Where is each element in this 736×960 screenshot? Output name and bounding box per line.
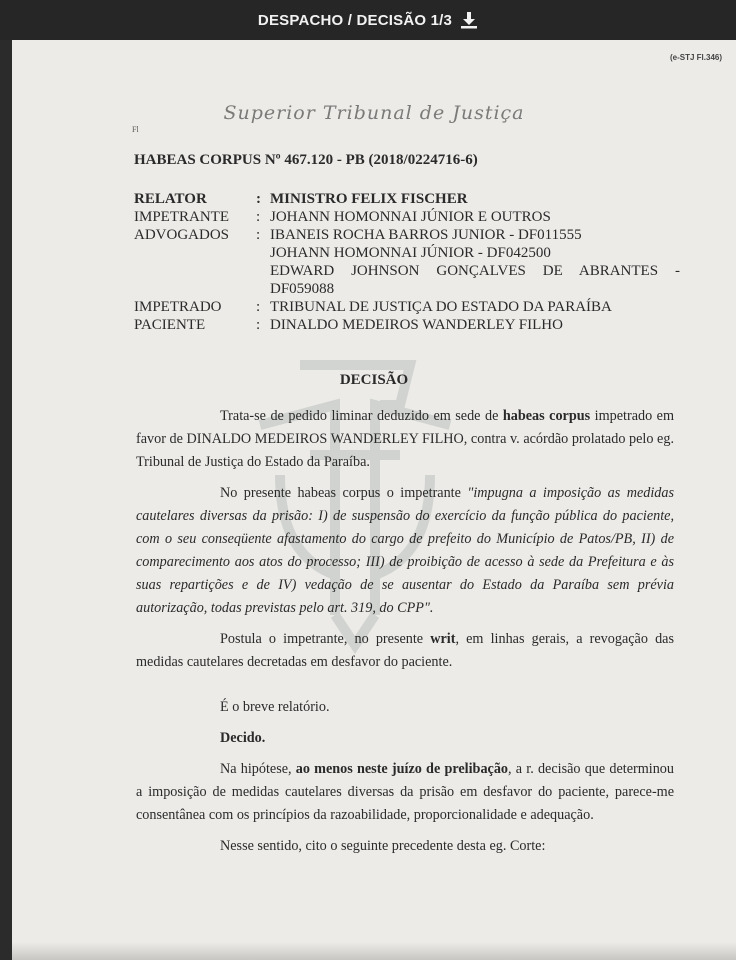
case-title: HABEAS CORPUS Nº 467.120 - PB (2018/0224716-6) (134, 152, 478, 168)
text-span: , a r. decisão que determinou a imposição de medidas cautelares diversas da prisão em desfavor do paciente, parece-me consentânea com os princípios da razoabilidade, proporcionalidade e adequação. (136, 761, 674, 823)
viewer-title: DESPACHO / DECISÃO 1/3 (257, 11, 453, 29)
text-span: writ (430, 631, 456, 647)
party-value (270, 208, 690, 226)
party-label: RELATOR (134, 191, 207, 207)
party-row-advogados (134, 226, 690, 298)
paragraph-3 (136, 628, 674, 674)
party-sep: : (256, 227, 261, 243)
party-line: IBANEIS ROCHA BARROS JUNIOR - DF011555 (270, 227, 582, 243)
document-page (12, 40, 736, 960)
party-label: IMPETRANTE (134, 209, 229, 225)
decision-heading: DECISÃO (339, 372, 409, 388)
decision-body (136, 405, 674, 866)
download-icon[interactable] (460, 11, 478, 29)
paragraph-1 (136, 405, 674, 474)
party-row-paciente (134, 316, 690, 334)
party-value (270, 226, 690, 298)
text-span: No presente habeas corpus o impetrante (220, 485, 468, 501)
text-span: Na hipótese, (220, 761, 296, 777)
party-label: PACIENTE (134, 317, 206, 333)
text-span: Trata-se de pedido liminar deduzido em sede de (220, 408, 503, 424)
party-line: JOHANN HOMONNAI JÚNIOR E OUTROS (270, 209, 551, 225)
party-row-impetrante (134, 208, 690, 226)
viewer-toolbar (0, 0, 736, 40)
party-line: DINALDO MEDEIROS WANDERLEY FILHO (270, 317, 563, 333)
party-line: MINISTRO FELIX FISCHER (270, 191, 468, 207)
fl-mark: Fl (132, 125, 139, 134)
party-row-relator (134, 190, 690, 208)
party-value (270, 190, 690, 208)
party-row-impetrado (134, 298, 690, 316)
party-line: TRIBUNAL DE JUSTIÇA DO ESTADO DA PARAÍBA (270, 299, 612, 315)
text-span: Postula o impetrante, no presente (220, 631, 431, 647)
text-span: ao menos neste juízo de prelibação (295, 761, 509, 777)
parties-block (134, 190, 690, 334)
text-span: impetrado em favor de DINALDO MEDEIROS WANDERLEY FILHO, contra v. acórdão prolatado pelo eg. Tribunal de Justiça do Estado da Paraíba. (136, 408, 675, 470)
paragraph-4: É o breve relatório. (220, 699, 330, 715)
paragraph-2 (136, 482, 674, 620)
text-span: habeas corpus (502, 408, 591, 424)
party-label: IMPETRADO (134, 299, 222, 315)
party-value (270, 298, 690, 316)
party-value (270, 316, 690, 334)
party-line: JOHANN HOMONNAI JÚNIOR - DF042500 (270, 245, 551, 261)
party-label: ADVOGADOS (134, 227, 230, 243)
text-span: , em linhas gerais, a revogação das medidas cautelares decretadas em desfavor do paciente. (136, 631, 674, 670)
paragraph-7: Nesse sentido, cito o seguinte precedente desta eg. Corte: (220, 838, 546, 854)
court-letterhead: Superior Tribunal de Justiça (223, 102, 525, 124)
quoted-text: "impugna a imposição as medidas cautelares diversas da prisão: I) de suspensão do exercício da função pública do paciente, com o seu conseqüente afastamento do cargo de prefeito do Município de Patos/PB, II) de comparecimento aos atos do processo; III) de proibição de acesso à sede da Prefeitura e às suas repartições e de IV) vedação de se ausentar do Estado da Paraíba sem prévia autorização, todas previstas pelo art. 319, do CPP". (136, 485, 674, 616)
party-line: EDWARD JOHNSON GONÇALVES DE ABRANTES - DF059088 (270, 263, 680, 297)
paragraph-6 (136, 758, 674, 827)
party-sep: : (256, 299, 261, 315)
party-sep: : (256, 317, 261, 333)
paragraph-5: Decido. (220, 730, 266, 746)
party-sep: : (256, 209, 261, 225)
party-sep: : (256, 191, 261, 207)
page-stamp: (e-STJ Fl.346) (669, 53, 722, 62)
